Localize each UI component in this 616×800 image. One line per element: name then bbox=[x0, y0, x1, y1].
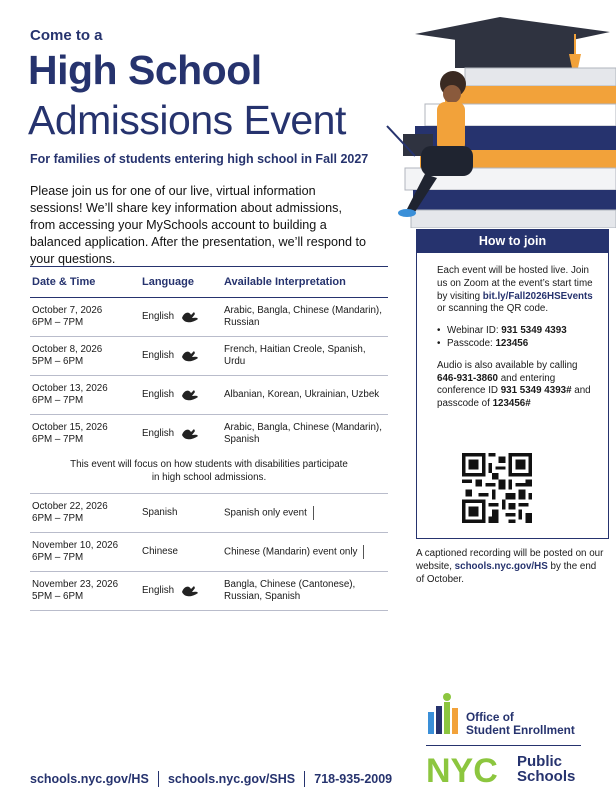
student-enrollment-logo-icon bbox=[426, 692, 462, 736]
passcode: • Passcode: 123456 bbox=[437, 338, 594, 351]
event-time: 5PM – 6PM bbox=[32, 591, 84, 602]
footer-phone[interactable]: 718-935-2009 bbox=[314, 772, 393, 786]
footer-link-hs[interactable]: schools.nyc.gov/HS bbox=[30, 772, 149, 786]
events-table bbox=[30, 266, 388, 611]
divider bbox=[158, 771, 159, 787]
col-header-language: Language bbox=[142, 276, 194, 288]
event-date: October 22, 2026 bbox=[32, 500, 108, 512]
event-language: English bbox=[142, 427, 175, 439]
office-logo-text: Office of Student Enrollment bbox=[466, 710, 575, 737]
col-header-interpretation: Available Interpretation bbox=[224, 276, 346, 288]
divider bbox=[304, 771, 305, 787]
sign-language-icon bbox=[180, 583, 200, 599]
footer bbox=[30, 771, 392, 787]
event-language: Spanish bbox=[142, 506, 178, 518]
event-link[interactable]: bit.ly/Fall2026HSEvents bbox=[482, 290, 593, 302]
event-date: November 10, 2026 bbox=[32, 539, 119, 551]
event-date: October 15, 2026 bbox=[32, 421, 108, 433]
event-time: 6PM – 7PM bbox=[32, 317, 84, 328]
event-language: English bbox=[142, 349, 175, 361]
event-interpretation: Bangla, Chinese (Cantonese), Russian, Spanish bbox=[224, 578, 356, 602]
table-row bbox=[30, 298, 388, 337]
event-time: 6PM – 7PM bbox=[32, 395, 84, 406]
event-time: 6PM – 7PM bbox=[32, 552, 84, 563]
footer-link-shs[interactable]: schools.nyc.gov/SHS bbox=[167, 772, 296, 786]
col-header-date: Date & Time bbox=[32, 276, 96, 288]
event-interpretation: Spanish only event bbox=[224, 507, 307, 519]
intro-paragraph: Please join us for one of our live, virtual information sessions! We’ll share key information about admissions, from accessing your MySchools account to building a balanced application. After the presentation, we’ll respond to your questions. bbox=[30, 184, 367, 266]
disabilities-note: This event will focus on how students with disabilities participate in high school admissions. bbox=[30, 453, 388, 494]
table-row bbox=[30, 533, 388, 572]
table-row bbox=[30, 376, 388, 415]
event-date: October 7, 2026 bbox=[32, 304, 103, 316]
event-interpretation: Albanian, Korean, Ukrainian, Uzbek bbox=[224, 388, 380, 400]
student-books-illustration bbox=[385, 14, 616, 228]
page-title-line2: Admissions Event bbox=[28, 97, 346, 143]
join-instructions: Each event will be hosted live. Join us on Zoom at the event’s start time by visiting bit.ly/Fall2026HSEvents or scanning the QR code. bbox=[437, 265, 593, 315]
event-interpretation: Arabic, Bangla, Chinese (Mandarin), Russian bbox=[224, 304, 382, 328]
event-date: October 8, 2026 bbox=[32, 343, 103, 355]
nyc-public-schools-logo bbox=[426, 754, 514, 786]
sign-language-icon bbox=[180, 348, 200, 364]
table-row bbox=[30, 572, 388, 611]
divider bbox=[426, 745, 581, 746]
sign-language-icon bbox=[180, 309, 200, 325]
qr-code[interactable] bbox=[462, 453, 532, 523]
event-language: English bbox=[142, 310, 175, 322]
event-language: English bbox=[142, 584, 175, 596]
sign-language-icon bbox=[180, 387, 200, 403]
public-schools-text: Public Schools bbox=[517, 753, 576, 785]
divider bbox=[363, 545, 364, 559]
table-row bbox=[30, 337, 388, 376]
event-language: Chinese bbox=[142, 545, 178, 557]
event-date: November 23, 2026 bbox=[32, 578, 119, 590]
event-language: English bbox=[142, 388, 175, 400]
event-interpretation: French, Haitian Creole, Spanish, Urdu bbox=[224, 343, 366, 367]
how-to-join-heading: How to join bbox=[417, 230, 608, 253]
event-time: 6PM – 7PM bbox=[32, 434, 84, 445]
sign-language-icon bbox=[180, 426, 200, 442]
event-date: October 13, 2026 bbox=[32, 382, 108, 394]
subtitle: For families of students entering high school in Fall 2027 bbox=[30, 152, 369, 166]
table-header bbox=[30, 266, 388, 298]
audio-instructions: Audio is also available by calling 646-931-3860 and entering conference ID 931 5349 4393# and passcode of 123456# bbox=[437, 359, 591, 410]
kicker-text: Come to a bbox=[30, 27, 103, 44]
table-row bbox=[30, 415, 388, 453]
page-title-line1: High School bbox=[28, 47, 262, 93]
divider bbox=[313, 506, 314, 520]
event-time: 5PM – 6PM bbox=[32, 356, 84, 367]
event-interpretation: Chinese (Mandarin) event only bbox=[224, 546, 358, 558]
nyc-mark: NYC bbox=[426, 754, 498, 786]
webinar-id: • Webinar ID: 931 5349 4393 bbox=[437, 325, 594, 338]
table-row bbox=[30, 494, 388, 533]
event-interpretation: Arabic, Bangla, Chinese (Mandarin), Spanish bbox=[224, 421, 382, 445]
recording-link[interactable]: schools.nyc.gov/HS bbox=[454, 560, 548, 572]
recording-note: A captioned recording will be posted on our website, schools.nyc.gov/HS by the end of October. bbox=[416, 548, 604, 585]
event-time: 6PM – 7PM bbox=[32, 513, 84, 524]
